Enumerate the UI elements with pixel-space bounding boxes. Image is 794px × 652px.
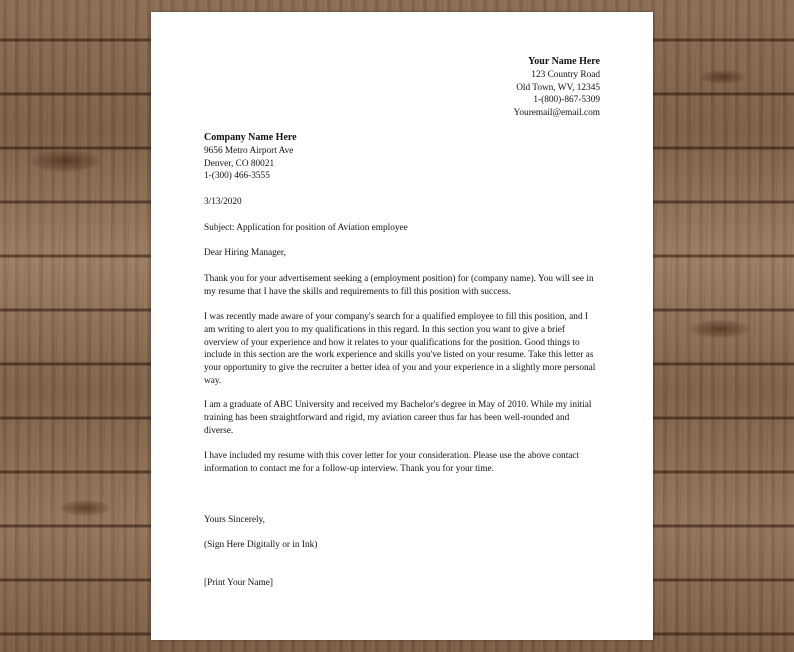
- body-paragraph-1: Thank you for your advertisement seeking a (employment position) for (company name). You will see in my resume that I have the skills and requirements to fill this position with success.: [204, 274, 594, 297]
- printed-name: [Print Your Name]: [204, 578, 273, 588]
- wood-knot: [60, 500, 110, 516]
- body-paragraph-3: I am a graduate of ABC University and received my Bachelor's degree in May of 2010. While my initial training has been straightforward and rigid, my aviation career thus far has been well-rounded and diverse.: [204, 400, 592, 436]
- recipient-city: Denver, CO 80021: [204, 158, 275, 169]
- recipient-phone: 1-(300) 466-3555: [204, 171, 270, 182]
- sender-name: Your Name Here: [528, 56, 600, 67]
- sender-phone: 1-(800)-867-5309: [533, 95, 600, 106]
- letter-closing: Yours Sincerely,: [204, 515, 265, 525]
- wood-knot: [30, 150, 100, 172]
- letter-salutation: Dear Hiring Manager,: [204, 248, 286, 258]
- letter-date: 3/13/2020: [204, 197, 242, 207]
- wood-knot: [700, 70, 745, 84]
- letter-page: [151, 12, 653, 640]
- body-paragraph-2: I was recently made aware of your company's search for a qualified employee to fill this position, and I am writing to alert you to my qualifications in this regard. In this section you want to give a brief overview of your experience and how it relates to your qualifications for the position. Good things to include in this section are the work experience and skills you've listed on your resume. Take this letter as your opportunity to give the recruiter a better idea of you and your experience in a slightly more personal way.: [204, 312, 596, 386]
- body-paragraph-4: I have included my resume with this cover letter for your consideration. Please use the above contact information to contact me for a follow-up interview. Thank you for your time.: [204, 451, 580, 474]
- recipient-company: Company Name Here: [204, 132, 297, 143]
- sender-email: Youremail@email.com: [513, 108, 600, 119]
- sender-city: Old Town, WV, 12345: [516, 82, 600, 93]
- signature-line: (Sign Here Digitally or in Ink): [204, 540, 318, 550]
- wood-knot: [690, 320, 750, 338]
- letter-subject: Subject: Application for position of Aviation employee: [204, 223, 408, 233]
- recipient-address-block: [204, 132, 600, 183]
- recipient-street: 9656 Metro Airport Ave: [204, 145, 294, 156]
- sender-street: 123 Country Road: [531, 69, 600, 80]
- sender-address-block: [514, 56, 600, 120]
